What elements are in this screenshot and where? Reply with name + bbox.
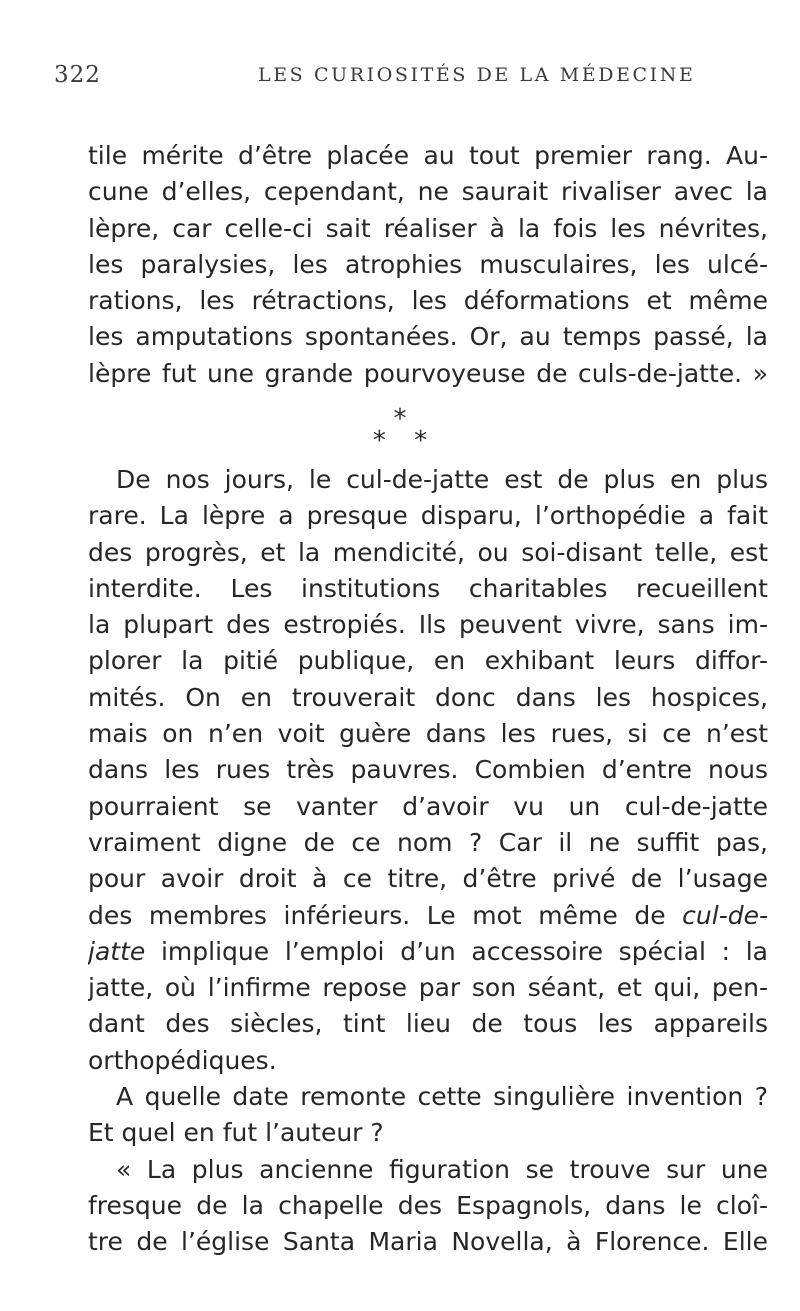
text-line: cune d’elles, cependant, ne saurait rivaliser avec la bbox=[88, 177, 768, 207]
text-line: orthopédiques. bbox=[88, 1045, 277, 1075]
text-line bbox=[88, 898, 768, 934]
text-line: lèpre fut une grande pourvoyeuse de culs-de-jatte. » bbox=[88, 358, 768, 388]
text-line: plorer la pitié publique, en exhibant leurs diffor- bbox=[88, 646, 768, 676]
text-line: « La plus ancienne figuration se trouve sur une bbox=[116, 1154, 768, 1184]
text-line: tile mérite d’être placée au tout premier rang. Au- bbox=[88, 141, 768, 170]
text-line: lèpre, car celle-ci sait réaliser à la fois les névrites, bbox=[88, 213, 768, 243]
text-line: mais on n’en voit guère dans les rues, si ce n’est bbox=[88, 719, 768, 749]
text-line: rations, les rétractions, les déformations et même bbox=[88, 286, 768, 316]
text-line: fresque de la chapelle des Espagnols, dans le cloî- bbox=[88, 1190, 768, 1220]
separator-asterisk: * bbox=[393, 404, 407, 434]
text-line: interdite. Les institutions charitables recueillent bbox=[88, 573, 768, 603]
separator-asterisks: * * bbox=[372, 426, 438, 456]
paragraph-2 bbox=[88, 462, 768, 1261]
text-line: dans les rues très pauvres. Combien d’entre nous bbox=[88, 755, 768, 785]
text-line: Et quel en fut l’auteur ? bbox=[88, 1118, 384, 1148]
text-segment: implique l’emploi d’un accessoire spécial : la bbox=[160, 936, 768, 966]
italic-term: cul-de- bbox=[682, 900, 768, 930]
text-line: vraiment digne de ce nom ? Car il ne suffit pas, bbox=[88, 827, 768, 857]
text-line: pour avoir droit à ce titre, d’être privé de l’usage bbox=[88, 864, 768, 894]
text-line: rare. La lèpre a presque disparu, l’orthopédie a fait bbox=[88, 501, 768, 531]
page-header bbox=[48, 62, 768, 98]
text-line: A quelle date remonte cette singulière invention ? bbox=[116, 1082, 768, 1112]
section-separator bbox=[0, 404, 800, 456]
text-line: jatte, où l’infirme repose par son séant, et qui, pen- bbox=[88, 973, 768, 1003]
text-line: des progrès, et la mendicité, ou soi-disant telle, est bbox=[88, 537, 768, 567]
text-line bbox=[88, 934, 768, 970]
page-number: 322 bbox=[54, 62, 101, 88]
text-line: De nos jours, le cul-de-jatte est de plus en plus bbox=[116, 465, 768, 494]
text-line: dant des siècles, tint lieu de tous les appareils bbox=[88, 1009, 768, 1039]
text-line: les paralysies, les atrophies musculaires, les ulcé- bbox=[88, 249, 768, 279]
text-line: les amputations spontanées. Or, au temps passé, la bbox=[88, 322, 768, 352]
text-line: pourraient se vanter d’avoir vu un cul-de-jatte bbox=[88, 791, 768, 821]
text-line: tre de l’église Santa Maria Novella, à Florence. Elle bbox=[88, 1227, 768, 1257]
text-line: la plupart des estropiés. Ils peuvent vivre, sans im- bbox=[88, 610, 768, 640]
text-line: mités. On en trouverait donc dans les hospices, bbox=[88, 682, 768, 712]
text-segment: des membres inférieurs. Le mot même de bbox=[88, 900, 666, 930]
paragraph-1 bbox=[88, 138, 768, 392]
running-head: LES CURIOSITÉS DE LA MÉDECINE bbox=[258, 64, 696, 86]
italic-term: jatte bbox=[88, 936, 146, 966]
